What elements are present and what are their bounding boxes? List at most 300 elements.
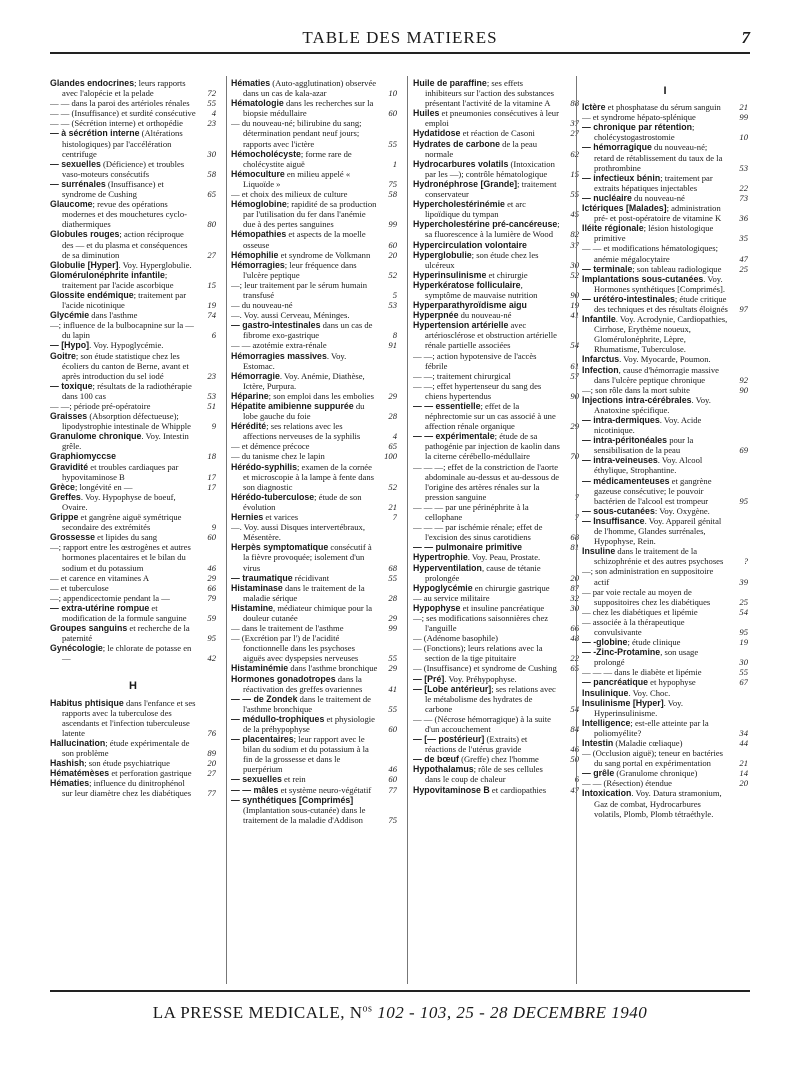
entry-heading: Grossesse xyxy=(50,532,95,543)
entry-text: ; le chlorate de potasse en — xyxy=(62,643,192,664)
index-entry xyxy=(413,219,579,239)
entry-text: et gangrène aiguë symétrique secondaire des extrémités xyxy=(62,512,182,533)
index-entry xyxy=(50,593,216,603)
index-entry xyxy=(231,391,397,401)
index-column-2 xyxy=(231,78,397,986)
entry-page-number: 65 xyxy=(570,663,579,674)
entry-page-number: 91 xyxy=(388,340,397,351)
entry-heading: Intelligence xyxy=(582,717,631,728)
entry-heading: — terminale xyxy=(582,263,633,274)
index-entry xyxy=(413,613,579,633)
entry-heading: Grèce xyxy=(50,481,75,492)
entry-text: — du nouveau-né xyxy=(231,300,293,311)
entry-page-number: 30 xyxy=(570,259,579,270)
entry-text: ; traitement par l'acide nicotinique xyxy=(62,289,187,311)
entry-page-number: 97 xyxy=(739,303,748,314)
index-entry xyxy=(413,522,579,542)
entry-heading: — grêle xyxy=(582,768,615,779)
index-entry xyxy=(231,623,397,633)
entry-page-number: 48 xyxy=(570,633,579,644)
index-entry xyxy=(231,714,397,734)
index-entry xyxy=(413,502,579,522)
entry-text: dans l'asthme bronchique xyxy=(288,663,378,674)
entry-text: dans le traitement de la schizophrénie et des autres psychoses xyxy=(594,546,724,567)
entry-page-number: 19 xyxy=(207,300,216,311)
entry-text: ; leur rapport avec le bilan du sodium et du potassium à la fin de la grossesse et dans le puerpérium xyxy=(243,734,369,775)
entry-text: . Voy. Appareil génital de l'homme, Glandes surrénales, Hypophyse, Rein. xyxy=(594,515,722,547)
index-entry xyxy=(231,340,397,350)
index-entry xyxy=(231,441,397,451)
entry-text: . Voy. Alcool éthylique, Strophantine. xyxy=(594,455,703,476)
entry-text: . Voy. Intestin grêle. xyxy=(62,431,189,452)
entry-page-number: 55 xyxy=(388,572,397,583)
index-entry xyxy=(413,179,579,199)
entry-heading: — [Hypo] xyxy=(50,340,90,351)
entry-page-number: 87 xyxy=(570,582,579,593)
entry-text: ; résultats de la radiothérapie dans 100 cas xyxy=(62,380,192,401)
entry-text: ; traitement conservateur xyxy=(425,178,557,200)
entry-page-number: 54 xyxy=(570,340,579,351)
entry-text: ; étude clinique xyxy=(627,637,681,648)
entry-heading: Hérédo-syphilis xyxy=(231,461,297,472)
entry-page-number: 29 xyxy=(570,421,579,432)
index-entry xyxy=(231,98,397,118)
index-entry xyxy=(582,718,748,738)
index-entry xyxy=(50,542,216,572)
entry-text: . Voy. Hypophyse de boeuf, Ovaire. xyxy=(62,491,176,512)
section-spacer xyxy=(50,663,216,673)
entry-page-number: 68 xyxy=(388,562,397,573)
entry-text: — (Insuffisance) et syndrome de Cushing xyxy=(413,663,557,674)
index-entry xyxy=(231,229,397,249)
entry-heading: Graisses xyxy=(50,411,88,422)
index-entry xyxy=(50,573,216,583)
entry-heading: Hématies xyxy=(231,78,271,88)
entry-text: , médiateur chimique pour la douleur cutanée xyxy=(243,602,373,623)
entry-page-number: 52 xyxy=(570,269,579,280)
index-entry xyxy=(50,310,216,320)
entry-page-number: 74 xyxy=(207,310,216,321)
entry-page-number: 60 xyxy=(388,724,397,734)
entry-page-number: 66 xyxy=(207,582,216,593)
entry-text: ; traitement par extraits hépatiques injectables xyxy=(594,172,713,193)
entry-text: (Granulome chronique) xyxy=(614,768,698,779)
entry-text: dans les recherches sur la biopsie médullaire xyxy=(243,98,374,119)
entry-page-number: 92 xyxy=(739,374,748,385)
entry-text: consécutif à la fièvre provoquée; isolement d'un virus xyxy=(243,542,372,573)
index-entry xyxy=(231,371,397,391)
entry-heading: Hormones gonadotropes xyxy=(231,673,336,684)
index-entry xyxy=(231,260,397,280)
index-entry xyxy=(413,643,579,663)
entry-text: ; traitement par l'acide ascorbique xyxy=(62,269,174,290)
entry-page-number: 22 xyxy=(570,653,579,664)
entry-page-number: 68 xyxy=(570,532,579,543)
index-entry xyxy=(231,118,397,148)
entry-text: — —; effet hypertenseur du sang des chiens hypertendus xyxy=(413,380,542,401)
index-entry xyxy=(582,435,748,455)
entry-heading: — surrénales xyxy=(50,178,106,189)
entry-page-number: 84 xyxy=(570,724,579,734)
page-footer xyxy=(50,1003,750,1023)
index-entry xyxy=(50,758,216,768)
index-entry xyxy=(582,607,748,617)
index-entry xyxy=(413,270,579,280)
entry-text: . Voy. Datura stramonium, Gaz de combat, Hydrocarbures volatils, Plomb, Plomb tétraéthyle. xyxy=(594,788,722,819)
entry-page-number: 6 xyxy=(574,774,579,785)
index-entry xyxy=(413,603,579,613)
issue-info: 102 - 103, 25 - 28 DECEMBRE 1940 xyxy=(372,1003,648,1022)
entry-text: et réaction de Casoni xyxy=(460,128,535,139)
index-entry xyxy=(50,229,216,259)
entry-text: et pneumonies consécutives à leur emploi xyxy=(425,108,559,129)
index-entry xyxy=(50,768,216,778)
entry-text: , cause d'hémorragie massive dans l'ulcère peptique chronique xyxy=(594,364,719,385)
entry-page-number: 79 xyxy=(207,592,216,603)
entry-text: ; revue des opérations modernes et des mouchetures cyclo-diathermiques xyxy=(62,199,188,230)
entry-heading: Hyperventilation xyxy=(413,562,482,573)
index-entry xyxy=(582,617,748,637)
entry-heading: Hypercholestérine pré-cancéreuse xyxy=(413,219,558,230)
entry-page-number: 55 xyxy=(388,703,397,714)
index-entry xyxy=(413,108,579,128)
index-entry xyxy=(50,431,216,451)
entry-heading: Infarctus xyxy=(582,354,620,365)
entry-text: et cardiopathies xyxy=(489,784,547,795)
entry-page-number: 76 xyxy=(207,727,216,738)
entry-page-number: 60 xyxy=(388,108,397,119)
entry-text: et arc lipoïdique du tympan xyxy=(425,199,526,220)
entry-text: — (Occlusion aiguë); teneur en bactéries du sang portal en expérimentation xyxy=(582,748,724,769)
entry-text: — par voie rectale au moyen de suppositoires chez les diabétiques xyxy=(582,586,711,607)
index-entry xyxy=(413,431,579,461)
entry-text: et aspects de la moelle osseuse xyxy=(243,229,366,250)
entry-page-number: 72 xyxy=(207,88,216,99)
index-entry xyxy=(413,764,579,784)
entry-heading: Globulie [Hyper] xyxy=(50,259,119,270)
entry-heading: Huile de paraffine xyxy=(413,78,487,88)
entry-page-number: 99 xyxy=(388,623,397,634)
entry-text: ; son tableau radiologique xyxy=(632,263,722,274)
entry-heading: — [Pré] xyxy=(413,673,445,684)
entry-text: en chirurgie gastrique xyxy=(472,582,550,593)
index-entry xyxy=(50,532,216,542)
entry-text: — et tuberculose xyxy=(50,582,109,593)
entry-page-number: ? xyxy=(743,556,748,567)
index-entry xyxy=(413,381,579,401)
index-entry xyxy=(413,159,579,179)
entry-page-number: 54 xyxy=(570,703,579,714)
index-entry xyxy=(582,314,748,354)
entry-page-number: 29 xyxy=(388,390,397,401)
entry-text: —; son rôle dans la mort subite xyxy=(582,384,690,395)
entry-text: — (Fonctions); leurs relations avec la section de la tige pituitaire xyxy=(413,643,543,664)
entry-text: et rein xyxy=(281,774,306,785)
index-entry xyxy=(50,78,216,98)
entry-heading: Héparine xyxy=(231,390,269,401)
entry-text: ; son étude statistique chez les écoliers du canton de Berne, avant et après introduction du sel iodé xyxy=(62,350,189,381)
entry-heading: Hydrocarbures volatils xyxy=(413,158,509,169)
index-entry xyxy=(413,714,579,734)
entry-page-number: 55 xyxy=(388,653,397,664)
entry-text: —; appendicectomie pendant la — xyxy=(50,592,170,603)
index-entry xyxy=(582,223,748,243)
index-entry xyxy=(413,199,579,219)
entry-page-number: 41 xyxy=(388,683,397,694)
entry-heading: Hérédo-tuberculose xyxy=(231,491,315,502)
entry-text: — associée à la thérapeutique convulsivante xyxy=(582,616,685,637)
index-entry xyxy=(231,492,397,512)
entry-text: dans un cas de fibrome exo-gastrique xyxy=(243,320,373,341)
entry-text: dans le traitement de l'asthme bronchique xyxy=(243,693,371,714)
entry-text: . Voy. Acrodynie, Cardiopathies, Cirrhose, Erythème noueux, Glomérulonéphrite, Lèpre, Rhumatisme, Tuberculose. xyxy=(594,314,728,355)
entry-page-number: 46 xyxy=(388,764,397,775)
index-entry xyxy=(582,193,748,203)
entry-text: (Implantation sous-cutanée) dans le traitement de la maladie d'Addison xyxy=(243,804,366,825)
entry-text: — et démence précoce xyxy=(231,441,310,452)
entry-text: récidivant xyxy=(292,572,330,583)
column-divider xyxy=(576,76,577,984)
index-entry xyxy=(50,482,216,492)
index-entry xyxy=(231,734,397,774)
index-column-1 xyxy=(50,78,216,986)
entry-text: . Voy. Anatoxine spécifique. xyxy=(594,394,711,415)
entry-page-number: 21 xyxy=(739,102,748,113)
entry-text: ; forme rare de cholécystite aiguë xyxy=(243,148,352,169)
entry-heading: Hémophilie xyxy=(231,249,279,260)
index-entry xyxy=(413,240,579,250)
entry-text: ; examen de la cornée et microscopie à la lampe à fente dans son diagnostic xyxy=(243,461,374,492)
entry-heading: Groupes sanguins xyxy=(50,623,128,634)
index-entry xyxy=(231,199,397,229)
index-entry xyxy=(50,270,216,290)
entry-page-number: 60 xyxy=(388,774,397,785)
entry-page-number: 80 xyxy=(207,219,216,230)
entry-page-number: 25 xyxy=(739,263,748,274)
index-column-3 xyxy=(413,78,579,986)
entry-text: . Voy. Préhypophyse. xyxy=(444,673,517,684)
entry-text: . Voy. Hyperglobulie. xyxy=(118,259,192,270)
entry-heading: Hydatidose xyxy=(413,128,461,139)
entry-page-number: 28 xyxy=(388,592,397,603)
entry-text: (Intoxication par les —); contrôle hématologique xyxy=(425,158,555,179)
entry-heading: — extra-utérine rompue xyxy=(50,602,150,613)
entry-text: ; rapidité de sa production par l'utilisation du fer dans l'anémie due à des pertes sanguines xyxy=(243,199,377,230)
entry-page-number: 4 xyxy=(211,108,216,119)
entry-page-number: 55 xyxy=(739,667,748,678)
index-entry xyxy=(231,774,397,784)
index-entry xyxy=(582,354,748,364)
index-entry xyxy=(413,552,579,562)
entry-text: — (Adénome basophile) xyxy=(413,633,498,644)
entry-text: ; étude de sa pathogénie par injection de kaolin dans la citerne cérébello-médullaire xyxy=(425,431,560,462)
index-entry xyxy=(231,633,397,663)
entry-page-number: 8 xyxy=(392,330,397,341)
entry-heading: Hépatite amibienne suppurée xyxy=(231,401,354,411)
entry-page-number: 52 xyxy=(388,481,397,492)
index-entry xyxy=(50,199,216,229)
entry-text: — — (Nécrose hémorragique) à la suite d'un accouchement xyxy=(413,713,551,734)
entry-heading: Histaminase xyxy=(231,582,283,593)
page-title: TABLE DES MATIERES xyxy=(302,28,498,47)
entry-text: et système neuro-végétatif xyxy=(278,784,372,795)
entry-page-number: 46 xyxy=(570,744,579,755)
entry-heading: Hémoculture xyxy=(231,168,285,179)
entry-heading: Hernies xyxy=(231,512,264,523)
entry-heading: Hypophyse xyxy=(413,602,461,613)
entry-page-number: 53 xyxy=(207,390,216,401)
entry-page-number: 1 xyxy=(392,158,397,169)
entry-text: — chez les diabétiques et lipémie xyxy=(582,606,698,617)
entry-page-number: 95 xyxy=(739,626,748,637)
entry-text: du nouveau-né xyxy=(458,310,512,321)
index-entry xyxy=(413,674,579,684)
index-entry xyxy=(413,401,579,431)
entry-heading: Hypercirculation volontaire xyxy=(413,239,527,250)
index-entry xyxy=(231,462,397,492)
entry-text: (Maladie cœliaque) xyxy=(613,738,683,748)
entry-text: (Altérations histologiques) par l'accélération centrifuge xyxy=(62,128,183,159)
column-divider xyxy=(407,76,408,984)
index-entry xyxy=(413,563,579,583)
entry-page-number: 77 xyxy=(207,788,216,799)
entry-text: —; leur traitement par le sérum humain transfusé xyxy=(231,279,368,300)
entry-heading: Intoxication xyxy=(582,788,632,799)
entry-heading: Hémorragies xyxy=(231,259,285,270)
entry-page-number: 41 xyxy=(570,310,579,321)
entry-page-number: 30 xyxy=(207,148,216,159)
index-entry xyxy=(413,280,579,300)
entry-text: ; rôle de ses cellules dans le coup de chaleur xyxy=(425,764,543,785)
entry-heading: Injections intra-cérébrales xyxy=(582,394,692,405)
entry-text: ; leur fréquence dans l'ulcère peptique xyxy=(243,259,357,280)
entry-heading: Huiles xyxy=(413,108,440,119)
index-entry xyxy=(582,455,748,475)
entry-page-number: 65 xyxy=(207,189,216,200)
entry-heading: Goitre xyxy=(50,350,76,361)
entry-text: ; ses relations avec le métabolisme des hydrates de carbone xyxy=(425,683,556,714)
index-entry xyxy=(231,663,397,673)
entry-heading: Hallucination xyxy=(50,737,106,748)
entry-text: dans la réactivation des greffes ovariennes xyxy=(243,673,363,694)
index-entry xyxy=(231,694,397,714)
entry-page-number: 90 xyxy=(739,384,748,395)
index-entry xyxy=(50,778,216,798)
entry-heading: Hydronéphrose [Grande] xyxy=(413,178,518,189)
entry-text: et gangrène gazeuse consécutive; le pouvoir bactérien de l'alcool est trompeur xyxy=(594,475,712,506)
index-entry xyxy=(50,451,216,461)
entry-page-number: 9 xyxy=(211,421,216,432)
entry-heading: — — essentielle xyxy=(413,401,481,411)
entry-page-number: 34 xyxy=(739,727,748,738)
entry-heading: Ictère xyxy=(582,102,606,113)
index-entry xyxy=(582,274,748,294)
index-entry xyxy=(582,395,748,415)
entry-text: — dans le traitement de l'asthme xyxy=(231,623,344,634)
entry-page-number: 23 xyxy=(207,370,216,381)
entry-heading: Infantile xyxy=(582,314,616,325)
entry-text: en milieu appelé « Liquoïde » xyxy=(243,168,351,189)
entry-text: — —; action hypotensive de l'accès fébrile xyxy=(413,350,537,371)
index-entry xyxy=(231,320,397,340)
entry-page-number: 27 xyxy=(207,249,216,260)
entry-text: ; étude de son évolution xyxy=(243,491,362,512)
entry-heading: Gynécologie xyxy=(50,643,103,654)
entry-heading: Granulome chronique xyxy=(50,431,142,442)
entry-page-number: 32 xyxy=(570,592,579,603)
entry-page-number: 61 xyxy=(570,360,579,371)
index-entry xyxy=(50,462,216,482)
entry-heading: Herpès symptomatique xyxy=(231,542,329,553)
index-entry xyxy=(582,788,748,818)
index-entry xyxy=(231,674,397,694)
entry-page-number: 6 xyxy=(211,330,216,341)
entry-text: — — (Insuffisance) et surdité consécutive xyxy=(50,108,196,119)
entry-text: ; étude expérimentale de son problème xyxy=(62,737,190,758)
index-entry xyxy=(231,542,397,572)
entry-page-number: 47 xyxy=(570,784,579,795)
entry-page-number: 4 xyxy=(392,431,397,442)
entry-text: . Voy. Acide nicotinique. xyxy=(594,415,702,436)
index-entry xyxy=(231,280,397,300)
index-entry xyxy=(231,421,397,441)
entry-page-number: 20 xyxy=(207,758,216,769)
entry-heading: Greffes xyxy=(50,491,81,502)
column-divider xyxy=(226,76,227,984)
entry-page-number: 59 xyxy=(207,612,216,623)
entry-heading: Hyperinsulinisme xyxy=(413,269,487,280)
entry-text: et perforation gastrique xyxy=(109,768,192,779)
entry-text: (Absorption défectueuse); lipodystrophie intestinale de Whipple xyxy=(62,411,191,432)
entry-text: — — azotémie extra-rénale xyxy=(231,340,327,351)
entry-text: du lobe gauche du foie xyxy=(243,401,365,422)
entry-heading: Infection xyxy=(582,364,619,375)
index-entry xyxy=(231,250,397,260)
entry-page-number: 30 xyxy=(739,657,748,668)
entry-page-number: 18 xyxy=(207,451,216,462)
index-entry xyxy=(582,476,748,506)
header-rule xyxy=(50,52,750,54)
entry-heading: — pancréatique xyxy=(582,677,648,688)
index-entry xyxy=(582,647,748,667)
entry-page-number: 55 xyxy=(207,98,216,109)
entry-heading: — traumatique xyxy=(231,572,293,583)
entry-page-number: 50 xyxy=(570,754,579,765)
entry-text: ; administration pré- et post-opératoire de vitamine K xyxy=(594,203,722,224)
index-entry xyxy=(413,371,579,381)
entry-heading: — toxique xyxy=(50,380,93,391)
index-entry xyxy=(50,401,216,411)
entry-heading: — Insuffisance xyxy=(582,515,645,526)
entry-heading: Intestin xyxy=(582,738,614,748)
entry-heading: Insulinique xyxy=(582,687,629,698)
entry-heading: Grippe xyxy=(50,512,79,523)
entry-page-number: 20 xyxy=(739,778,748,789)
index-entry xyxy=(231,189,397,199)
entry-heading: Ictériques [Malades] xyxy=(582,203,667,214)
index-entry xyxy=(582,688,748,698)
entry-heading: Hypertrophie xyxy=(413,552,468,563)
entry-page-number: 58 xyxy=(207,168,216,179)
entry-heading: — — expérimentale xyxy=(413,431,495,442)
index-entry xyxy=(231,603,397,623)
entry-heading: Hypovitaminose B xyxy=(413,784,490,795)
index-entry xyxy=(582,698,748,718)
entry-heading: Globules rouges xyxy=(50,229,120,240)
entry-heading: Insulinisme [Hyper] xyxy=(582,697,664,708)
entry-heading: — sexuelles xyxy=(50,158,101,169)
entry-heading: — médullo-trophiques xyxy=(231,713,325,724)
